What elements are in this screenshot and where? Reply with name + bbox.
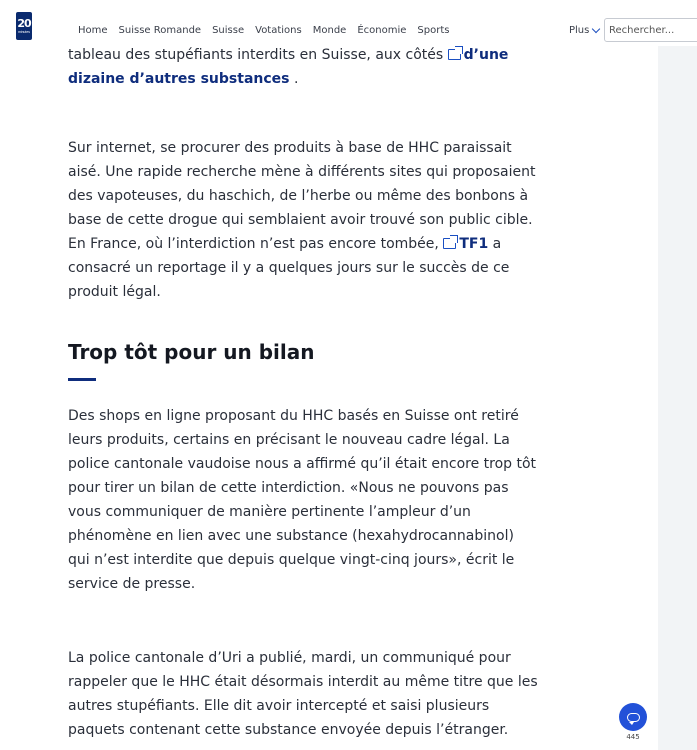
site-logo[interactable] [16,12,32,40]
external-link-icon [448,49,461,60]
paragraph-text: tableau des stupéfiants interdits en Suisse, aux côtés [68,47,448,63]
heading-underline [68,378,96,381]
search-input[interactable] [604,18,697,42]
nav-item-home[interactable]: Home [78,25,108,36]
nav-item-votations[interactable]: Votations [255,25,302,36]
right-sidebar [658,45,697,750]
paragraph-shops: Des shops en ligne proposant du HHC basés en Suisse ont retiré leurs produits, certains en précisant le nouveau cadre légal. La police cantonale vaudoise nous a affirmé qu’il était encore trop tôt pour tirer un bilan de cette interdiction. «Nous ne pouvons pas vous communiquer de manière pertinente l’ampleur d’un phénomène en lien avec une substance (hexahydrocannabinol) qui n’est interdite que depuis quelque vingt-cinq jours», écrit le service de presse. [68,408,537,592]
link-tf1[interactable]: TF1 [459,236,489,252]
nav-item-sports[interactable]: Sports [417,25,450,36]
link-substances[interactable]: d’une dizaine d’autres substances [68,47,509,87]
comments-button[interactable] [619,703,647,731]
more-menu-button[interactable] [569,25,599,36]
paragraph-text: Sur internet, se procurer des produits à base de HHC paraissait aisé. Une rapide recherche mène à différents sites qui proposaient des vapoteuses, du haschich, de l’herbe ou même des bonbons à base de cette drogue qui semblaient avoir trouvé son public cible. En France, où l’interdiction n’est pas encore tombée, [68,140,536,252]
main-nav [78,25,460,36]
comments-count: 445 [626,733,640,741]
nav-item-suisse-romande[interactable]: Suisse Romande [118,25,202,36]
paragraph-text: . [289,71,299,87]
top-navigation-bar [0,0,697,46]
section-heading: Trop tôt pour un bilan [68,340,315,364]
comment-bubble-icon [627,713,640,722]
paragraph-intro [68,43,540,91]
paragraph-uri: La police cantonale d’Uri a publié, mardi, un communiqué pour rappeler que le HHC était désormais interdit au même titre que les autres stupéfiants. Elle dit avoir intercepté et saisi plusieurs paquets contenant cette substance envoyée depuis l’étranger. [68,650,538,738]
more-menu-label: Plus [569,25,590,36]
nav-item-monde[interactable]: Monde [312,25,347,36]
chevron-down-icon [592,25,600,33]
logo-number: 20 [17,16,31,30]
logo-subtitle: minutes [18,29,30,34]
paragraph-text: a consacré un reportage il y a quelques jours sur le succès de ce produit légal. [68,236,510,300]
nav-item-suisse[interactable]: Suisse [212,25,245,36]
paragraph-internet [68,136,540,304]
external-link-icon [443,238,456,249]
nav-item-economie[interactable]: Économie [357,25,407,36]
